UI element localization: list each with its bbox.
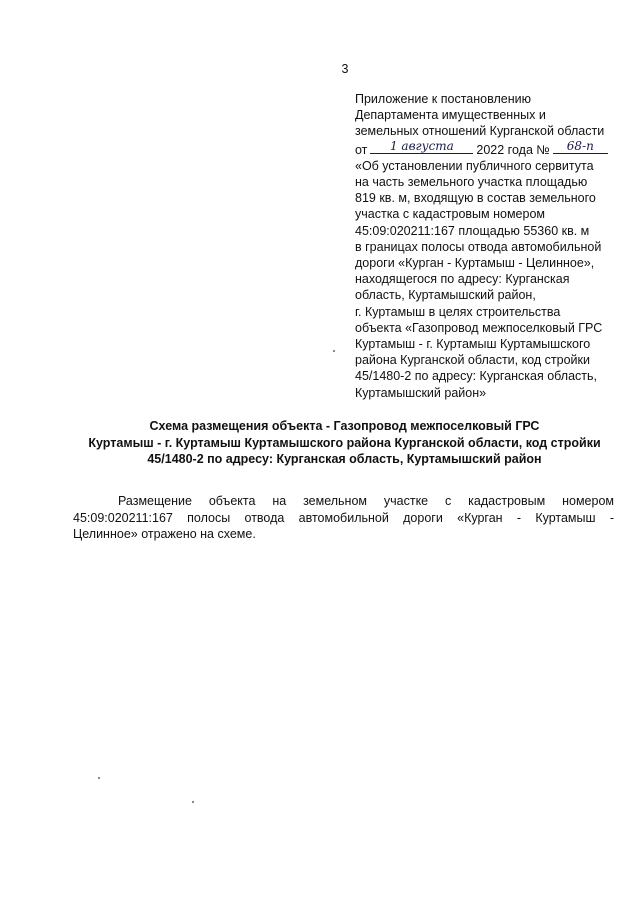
body-paragraph: [73, 493, 614, 543]
appendix-subject-line: на часть земельного участка площадью: [355, 175, 588, 190]
handwritten-date-field: [370, 140, 473, 154]
year-text: 2022 года №: [476, 142, 550, 157]
scan-speck: [192, 801, 194, 803]
appendix-line: Приложение к постановлению: [355, 92, 531, 106]
appendix-subject-line: 45/1480-2 по адресу: Курганская область,: [355, 369, 597, 384]
appendix-subject-line: область, Куртамышский район,: [355, 288, 536, 303]
scheme-title-line: Куртамыш - г. Куртамыш Куртамышского района Курганской области, код стройки: [88, 435, 601, 450]
handwritten-number-field: [553, 140, 608, 154]
appendix-subject-line: Куртамыш - г. Куртамыш Куртамышского: [355, 337, 591, 352]
appendix-subject-line: Куртамышский район»: [355, 385, 487, 400]
handwritten-number: 68-п: [566, 138, 594, 153]
appendix-subject-line: 819 кв. м, входящую в состав земельного: [355, 191, 596, 206]
body-line: Размещение объекта на земельном участке с кадастровым номером: [118, 494, 614, 508]
handwritten-date: 1 августа: [389, 138, 454, 153]
scheme-title-line: Схема размещения объекта - Газопровод межпоселковый ГРС: [149, 419, 540, 433]
body-line: Целинное» отражено на схеме.: [73, 527, 256, 541]
scan-speck: [333, 350, 335, 352]
appendix-subject-line: «Об установлении публичного сервитута: [355, 158, 594, 173]
appendix-subject-line: участка с кадастровым номером: [355, 207, 545, 222]
appendix-line: земельных отношений Курганской области: [355, 124, 605, 139]
date-prefix: от: [355, 142, 368, 157]
appendix-subject-line: 45:09:020211:167 площадью 55360 кв. м: [355, 223, 590, 238]
appendix-block: [355, 91, 625, 401]
scheme-title: [72, 418, 617, 468]
appendix-line: Департамента имущественных и: [355, 108, 546, 123]
appendix-subject-line: объекта «Газопровод межпоселковый ГРС: [355, 320, 603, 335]
appendix-subject-line: района Курганской области, код стройки: [355, 353, 590, 368]
appendix-subject-line: г. Куртамыш в целях строительства: [355, 304, 561, 319]
scheme-title-line: 45/1480-2 по адресу: Курганская область, Куртамышский район: [147, 452, 542, 466]
page-number: 3: [341, 62, 349, 76]
body-line: 45:09:020211:167 полосы отвода автомобильной дороги «Курган - Куртамыш -: [73, 510, 614, 525]
appendix-subject-line: дороги «Курган - Куртамыш - Целинное»,: [355, 256, 595, 271]
appendix-date-line: [355, 140, 625, 158]
scan-speck: [98, 777, 100, 779]
appendix-subject-line: в границах полосы отвода автомобильной: [355, 239, 602, 254]
appendix-subject-line: находящегося по адресу: Курганская: [355, 272, 570, 287]
